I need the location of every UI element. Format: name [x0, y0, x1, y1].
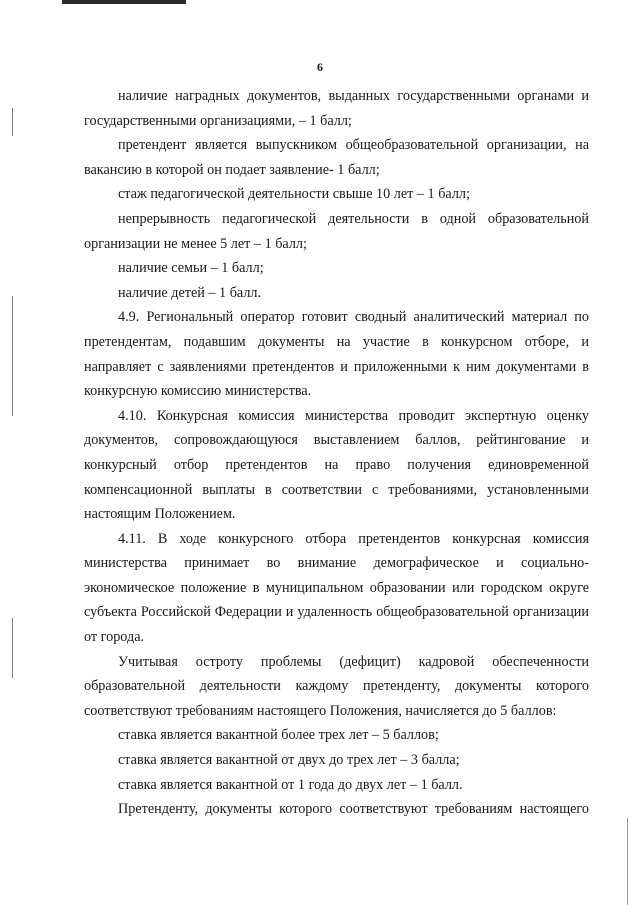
- scan-margin-mark: [12, 618, 13, 678]
- paragraph-shortage-scoring: Учитывая остроту проблемы (дефицит) кадровой обеспеченности образовательной деятельности каждому претенденту, документы которого соответствуют требованиям настоящего Положения, начисляется до 5 баллов:: [84, 653, 589, 719]
- paragraph-vacancy-over-three-years: ставка является вакантной более трех лет – 5 баллов;: [118, 727, 439, 744]
- paragraph-teaching-experience: стаж педагогической деятельности свыше 10 лет – 1 балл;: [118, 186, 470, 203]
- paragraph-children: наличие детей – 1 балл.: [118, 284, 262, 301]
- paragraph-continued: Претенденту, документы которого соответствуют требованиям настоящего: [118, 801, 589, 818]
- paragraph-school-graduate: претендент является выпускником общеобразовательной организации, на вакансию в которой он подает заявление- 1 балл;: [84, 137, 589, 178]
- paragraph-award-documents: наличие наградных документов, выданных государственными органами и государственными организациями, – 1 балл;: [84, 88, 589, 129]
- paragraph-section-4-10: 4.10. Конкурсная комиссия министерства проводит экспертную оценку документов, сопровождающуюся выставлением баллов, рейтингование и конкурсный отбор претендентов на право получения единовременной компенсационной выплаты в соответствии с требованиями, установленными настоящим Положением.: [84, 407, 589, 523]
- page-number: 6: [317, 60, 323, 74]
- scan-margin-mark: [12, 108, 13, 136]
- paragraph-section-4-9: 4.9. Региональный оператор готовит сводный аналитический материал по претендентам, подавшим документы на участие в конкурсном отборе, и направляет с заявлениями претендентов и приложенными к ним документами в конкурсную комиссию министерства.: [84, 309, 589, 400]
- paragraph-section-4-11: 4.11. В ходе конкурсного отбора претендентов конкурсная комиссия министерства принимает во внимание демографическое и социально-экономическое положение в муниципальном образовании или городском округе субъекта Российской Федерации и удаленность общеобразовательной организации от города.: [84, 530, 589, 646]
- scan-edge-bar: [62, 0, 186, 4]
- scan-margin-mark: [627, 818, 628, 905]
- paragraph-family: наличие семьи – 1 балл;: [118, 260, 264, 277]
- scan-margin-mark: [12, 296, 13, 416]
- paragraph-continuous-experience: непрерывность педагогической деятельности в одной образовательной организации не менее 5 лет – 1 балл;: [84, 210, 589, 252]
- paragraph-vacancy-one-to-two-years: ставка является вакантной от 1 года до двух лет – 1 балл.: [118, 776, 463, 793]
- document-body: [84, 84, 589, 822]
- paragraph-vacancy-two-to-three-years: ставка является вакантной от двух до трех лет – 3 балла;: [118, 752, 460, 769]
